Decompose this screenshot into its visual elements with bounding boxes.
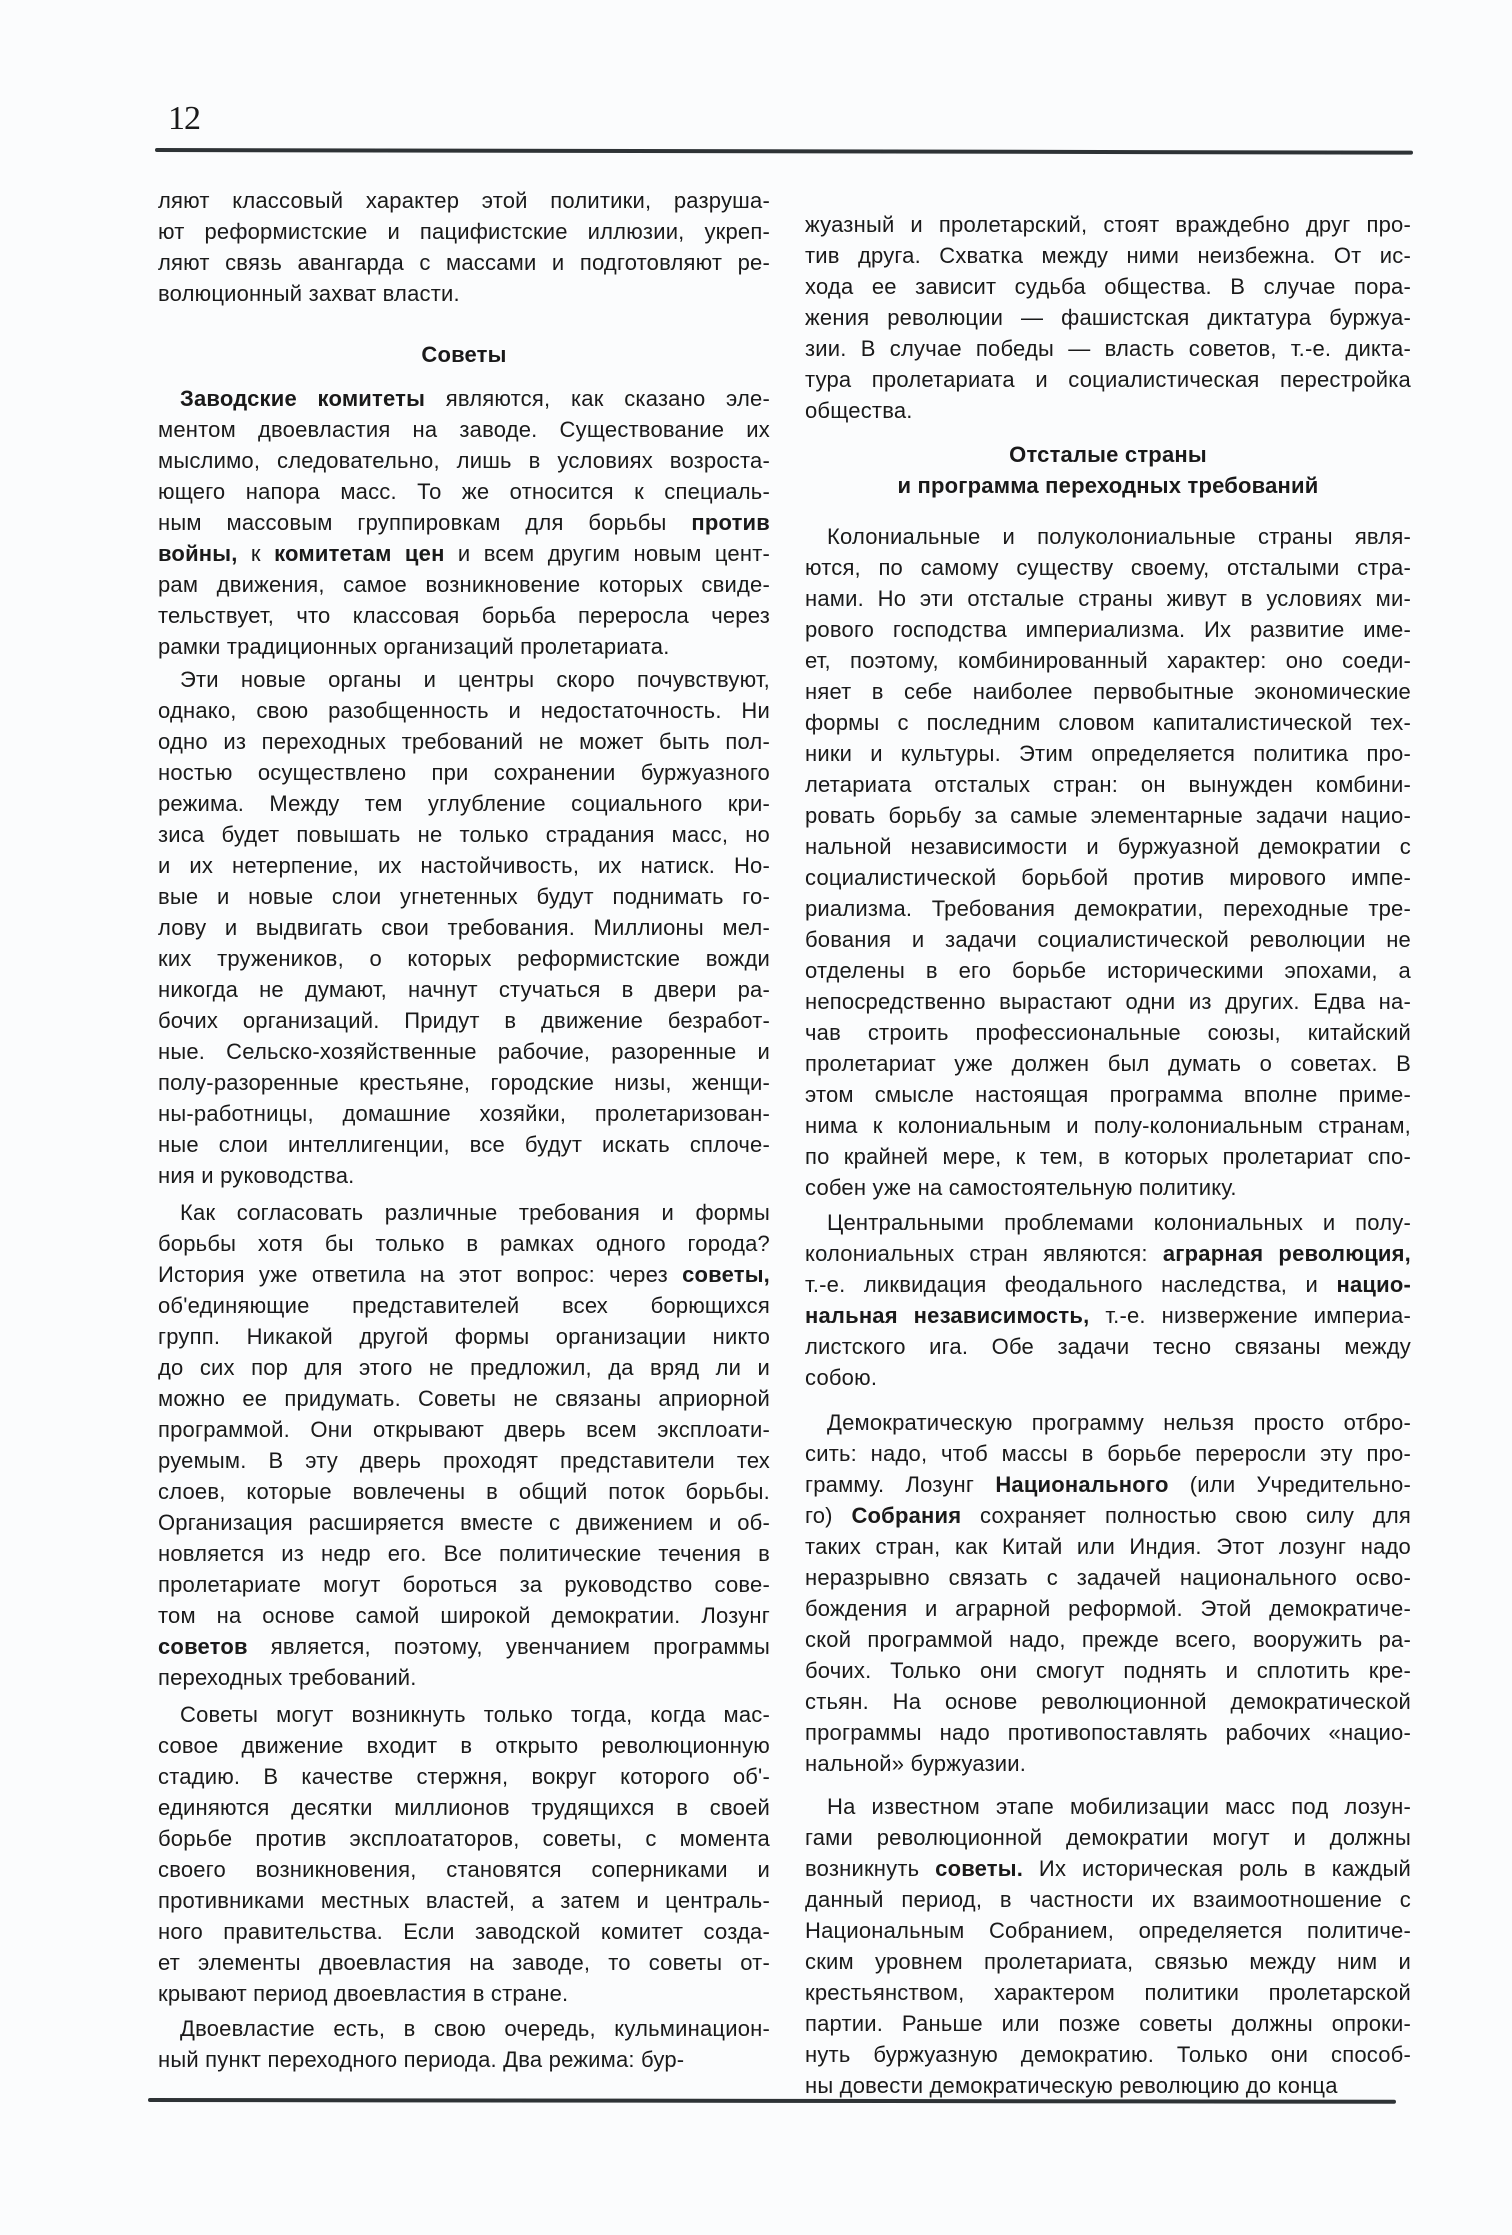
text-line: общества. bbox=[805, 398, 913, 423]
text-line: ет, поэтому, комбинированный характер: оно соеди- bbox=[805, 648, 1411, 673]
text-line: волюционный захват власти. bbox=[158, 281, 460, 306]
text-line: ровать борьбу за самые элементарные задачи нацио- bbox=[805, 803, 1411, 828]
text-line: ного правительства. Если заводской комитет созда- bbox=[158, 1919, 770, 1944]
text-line: крестьянством, характером политики пролетарской bbox=[805, 1980, 1411, 2005]
text-line: ны-работницы, домашние хозяйки, пролетаризован- bbox=[158, 1101, 770, 1126]
text-line: собен уже на самостоятельную политику. bbox=[805, 1175, 1237, 1200]
text-line: Центральными проблемами колониальных и полу- bbox=[827, 1210, 1411, 1235]
text-line: социалистической борьбой против мирового импе- bbox=[805, 865, 1411, 890]
text-line: противниками местных властей, а затем и централь- bbox=[158, 1888, 770, 1913]
text-line: отделены в его борьбе историческими эпохами, а bbox=[805, 958, 1411, 983]
text-line: ющего напора масс. То же относится к специаль- bbox=[158, 479, 770, 504]
text-line: об'единяющие представителей всех борющихся bbox=[158, 1293, 770, 1318]
text-line: неразрывно связать с задачей национального осво- bbox=[805, 1565, 1411, 1590]
text-line: грамму. Лозунг Национального (или Учредительно- bbox=[805, 1472, 1411, 1497]
text-line: ные слои интеллигенции, все будут искать сплоче- bbox=[158, 1132, 770, 1157]
text-line: полу-разоренные крестьяне, городские низы, женщи- bbox=[158, 1070, 770, 1095]
text-line: Как согласовать различные требования и формы bbox=[180, 1200, 770, 1225]
text-line: возникнуть советы. Их историческая роль в каждый bbox=[805, 1856, 1411, 1881]
text-line: Советы могут возникнуть только тогда, когда мас- bbox=[180, 1702, 770, 1727]
text-line: бования и задачи социалистической революции не bbox=[805, 927, 1411, 952]
text-line: сить: надо, чтоб массы в борьбе переросли эту про- bbox=[805, 1441, 1411, 1466]
text-line: ет элементы двоевластия на заводе, то советы от- bbox=[158, 1950, 770, 1975]
text-line: ются, по самому существу своему, отсталыми стра- bbox=[805, 555, 1411, 580]
text-line: лову и выдвигать свои требования. Миллионы мел- bbox=[158, 915, 770, 940]
text-line: нальной» буржуазии. bbox=[805, 1751, 1027, 1776]
text-line: ный пункт переходного периода. Два режима: бур- bbox=[158, 2047, 685, 2072]
text-line: Эти новые органы и центры скоро почувствуют, bbox=[180, 667, 770, 692]
text-line: нальной независимости и буржуазной демократии с bbox=[805, 834, 1411, 859]
text-line: На известном этапе мобилизации масс под лозун- bbox=[827, 1794, 1411, 1819]
text-line: чав строить профессиональные союзы, китайский bbox=[805, 1020, 1411, 1045]
text-line: данный период, в частности их взаимоотношение с bbox=[805, 1887, 1411, 1912]
text-line: войны, к комитетам цен и всем другим новым цент- bbox=[158, 541, 770, 566]
text-line: ской программой надо, прежде всего, вооружить ра- bbox=[805, 1627, 1411, 1652]
text-line: ют реформистские и пацифистские иллюзии, укреп- bbox=[158, 219, 770, 244]
section-heading: Отсталые страны bbox=[1009, 442, 1207, 467]
text-line: ным массовым группировкам для борьбы против bbox=[158, 510, 770, 535]
text-line: пролетариат уже должен был думать о советах. В bbox=[805, 1051, 1411, 1076]
text-line: стьян. На основе революционной демократической bbox=[805, 1689, 1411, 1714]
text-line: Демократическую программу нельзя просто отбро- bbox=[827, 1410, 1411, 1435]
text-line: этом смысле настоящая программа вполне приме- bbox=[805, 1082, 1411, 1107]
section-heading: и программа переходных требований bbox=[897, 473, 1319, 498]
text-line: руемым. В эту дверь проходят представители тех bbox=[158, 1448, 770, 1473]
text-line: совое движение входит в открыто революционную bbox=[158, 1733, 770, 1758]
text-line: борьбе против эксплоататоров, советы, с момента bbox=[158, 1826, 770, 1851]
page-number: 12 bbox=[168, 100, 200, 137]
text-line: Организация расширяется вместе с движением и об- bbox=[158, 1510, 770, 1535]
text-line: новляется из недр его. Все политические течения в bbox=[158, 1541, 770, 1566]
text-line: ляют классовый характер этой политики, разруша- bbox=[158, 188, 770, 213]
text-line: слоев, которые вовлечены в общий поток борьбы. bbox=[158, 1479, 770, 1504]
text-line: тельствует, что классовая борьба переросла через bbox=[158, 603, 770, 628]
text-line: Колониальные и полуколониальные страны явля- bbox=[827, 524, 1411, 549]
text-line: борьбы хотя бы только в рамках одного города? bbox=[158, 1231, 770, 1256]
text-line: т.-е. ликвидация феодального наследства, и нацио- bbox=[805, 1272, 1411, 1297]
text-line: своего возникновения, становятся соперниками и bbox=[158, 1857, 770, 1882]
text-line: рамки традиционных организаций пролетариата. bbox=[158, 634, 670, 659]
text-line: ностью осуществлено при сохранении буржуазного bbox=[158, 760, 770, 785]
text-line: колониальных стран являются: аграрная революция, bbox=[805, 1241, 1411, 1266]
text-line: единяются десятки миллионов трудящихся в своей bbox=[158, 1795, 770, 1820]
text-line: ния и руководства. bbox=[158, 1163, 355, 1188]
text-line: пролетариате могут бороться за руководство сове- bbox=[158, 1572, 770, 1597]
text-line: летариата отсталых стран: он вынужден комбини- bbox=[805, 772, 1411, 797]
text-line: го) Собрания сохраняет полностью свою силу для bbox=[805, 1503, 1411, 1528]
text-line: Национальным Собранием, определяется политиче- bbox=[805, 1918, 1411, 1943]
text-line: бочих. Только они смогут поднять и сплотить кре- bbox=[805, 1658, 1411, 1683]
header-rule bbox=[155, 148, 1413, 155]
text-line: История уже ответила на этот вопрос: через советы, bbox=[158, 1262, 770, 1287]
text-line: зии. В случае победы — власть советов, т.-е. дикта- bbox=[805, 336, 1411, 361]
text-line: нуть буржуазную демократию. Только они способ- bbox=[805, 2042, 1411, 2067]
text-line: ники и культуры. Этим определяется политика про- bbox=[805, 741, 1411, 766]
text-line: бождения и аграрной реформой. Этой демократиче- bbox=[805, 1596, 1411, 1621]
text-line: Заводские комитеты являются, как сказано эле- bbox=[180, 386, 771, 411]
text-line: советов является, поэтому, увенчанием программы bbox=[158, 1634, 770, 1659]
text-line: по крайней мере, к тем, в которых пролетариат спо- bbox=[805, 1144, 1411, 1169]
text-line: рового господства империализма. Их развитие име- bbox=[805, 617, 1411, 642]
text-line: переходных требований. bbox=[158, 1665, 417, 1690]
text-line: до сих пор для этого не предложил, да вряд ли и bbox=[158, 1355, 770, 1380]
text-line: таких стран, как Китай или Индия. Этот лозунг надо bbox=[805, 1534, 1411, 1559]
text-line: Двоевластие есть, в свою очередь, кульминацион- bbox=[180, 2016, 770, 2041]
text-line: нима к колониальным и полу-колониальным странам, bbox=[805, 1113, 1411, 1138]
text-line: зиса будет повышать не только страдания масс, но bbox=[158, 822, 770, 847]
text-line: крывают период двоевластия в стране. bbox=[158, 1981, 569, 2006]
footer-rule bbox=[148, 2098, 1396, 2104]
text-line: программы надо противопоставлять рабочих «нацио- bbox=[805, 1720, 1411, 1745]
text-line: непосредственно вырастают одни из других. Едва на- bbox=[805, 989, 1411, 1014]
text-line: тура пролетариата и социалистическая перестройка bbox=[805, 367, 1411, 392]
text-line: ляют связь авангарда с массами и подготовляют ре- bbox=[158, 250, 770, 275]
text-line: листского ига. Обе задачи тесно связаны между bbox=[805, 1334, 1411, 1359]
text-line: можно ее придумать. Советы не связаны априорной bbox=[158, 1386, 770, 1411]
text-line: ментом двоевластия на заводе. Существование их bbox=[158, 417, 770, 442]
text-line: вые и новые слои угнетенных будут поднимать го- bbox=[158, 884, 770, 909]
text-line: жуазный и пролетарский, стоят враждебно друг про- bbox=[805, 212, 1411, 237]
text-line: хода ее зависит судьба общества. В случае пора- bbox=[805, 274, 1411, 299]
text-line: ные. Сельско-хозяйственные рабочие, разоренные и bbox=[158, 1039, 770, 1064]
text-line: ским уровнем пролетариата, связью между ним и bbox=[805, 1949, 1411, 1974]
text-line: никогда не думают, начнут стучаться в двери ра- bbox=[158, 977, 770, 1002]
text-line: гами революционной демократии могут и должны bbox=[805, 1825, 1411, 1850]
text-line: стадию. В качестве стержня, вокруг которого об'- bbox=[158, 1764, 770, 1789]
text-line: формы с последним словом капиталистической тех- bbox=[805, 710, 1411, 735]
text-line: однако, свою разобщенность и недостаточность. Ни bbox=[158, 698, 770, 723]
text-line: ны довести демократическую революцию до конца bbox=[805, 2073, 1338, 2098]
text-line: том на основе самой широкой демократии. Лозунг bbox=[158, 1603, 770, 1628]
section-heading: Советы bbox=[421, 342, 507, 367]
text-line: ких тружеников, о которых реформистские вожди bbox=[158, 946, 770, 971]
text-line: няет в себе наиболее первобытные экономические bbox=[805, 679, 1411, 704]
text-line: мыслимо, следовательно, лишь в условиях возроста- bbox=[158, 448, 770, 473]
text-line: партии. Раньше или позже советы должны опроки- bbox=[805, 2011, 1411, 2036]
text-line: тив друга. Схватка между ними неизбежна. От ис- bbox=[805, 243, 1411, 268]
text-line: программой. Они открывают дверь всем эксплоати- bbox=[158, 1417, 770, 1442]
text-line: и их нетерпение, их настойчивость, их натиск. Но- bbox=[158, 853, 770, 878]
text-line: одно из переходных требований не может быть пол- bbox=[158, 729, 770, 754]
text-line: рам движения, самое возникновение которых свиде- bbox=[158, 572, 770, 597]
text-line: бочих организаций. Придут в движение безработ- bbox=[158, 1008, 770, 1033]
text-line: нами. Но эти отсталые страны живут в условиях ми- bbox=[805, 586, 1411, 611]
text-line: групп. Никакой другой формы организации никто bbox=[158, 1324, 770, 1349]
text-line: жения революции — фашистская диктатура буржуа- bbox=[805, 305, 1411, 330]
text-line: режима. Между тем углубление социального кри- bbox=[158, 791, 770, 816]
text-line: нальная независимость, т.-е. низвержение империа- bbox=[805, 1303, 1412, 1328]
text-line: риализма. Требования демократии, переходные тре- bbox=[805, 896, 1411, 921]
text-line: собою. bbox=[805, 1365, 878, 1390]
